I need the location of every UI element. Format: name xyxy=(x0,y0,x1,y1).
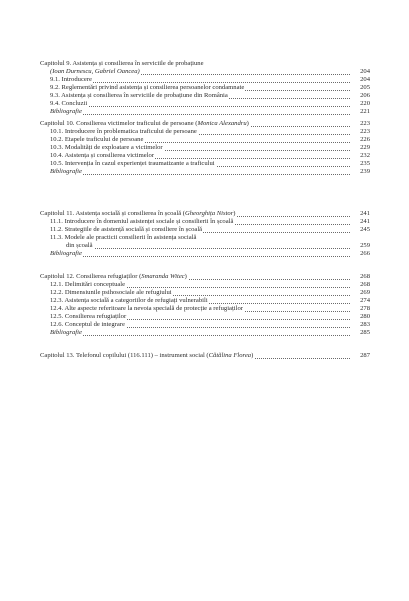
toc-entry xyxy=(0,68,409,76)
toc-entry xyxy=(0,329,409,337)
toc-entry-text: 9.3. Asistența și consilierea în serviciile de probațiune din România xyxy=(50,92,228,99)
author-name: Monica Alexandru xyxy=(197,120,247,127)
toc-chapter-heading xyxy=(0,60,409,68)
toc-entry xyxy=(0,218,409,226)
toc-entry xyxy=(0,160,409,168)
toc-entry-text: 10.1. Introducere în problematica traficului de persoane xyxy=(50,128,197,135)
toc-entry-text: 10.2. Etapele traficului de persoane xyxy=(50,136,144,143)
toc-entry xyxy=(0,76,409,84)
toc-page-number: 268 xyxy=(352,281,370,289)
toc-page-number: 239 xyxy=(352,168,370,176)
author-name: Cătălina Florea xyxy=(208,352,252,359)
toc-page-number: 266 xyxy=(352,250,370,258)
toc-chapter-heading xyxy=(0,352,409,360)
dot-leader xyxy=(50,82,350,83)
toc-entry-text: Capitolul 12. Consilierea refugiaților (Smaranda Witec) xyxy=(40,273,187,280)
toc-entry xyxy=(0,281,409,289)
toc-entry xyxy=(0,152,409,160)
toc-page-number: 205 xyxy=(352,84,370,92)
toc-entry-text: 9.2. Reglementări privind asistența și consilierea persoanelor condamnate xyxy=(50,84,245,91)
toc-entry-text: 11.1. Introducere în domeniul asistenței sociale și consilierii în școală xyxy=(50,218,234,225)
toc-page-number: 287 xyxy=(352,352,370,360)
toc-entry xyxy=(0,321,409,329)
toc-entry xyxy=(0,168,409,176)
toc-entry-text: Bibliografie xyxy=(50,250,82,257)
toc-page-number: 283 xyxy=(352,321,370,329)
toc-entry xyxy=(0,128,409,136)
toc-entry xyxy=(0,144,409,152)
toc-entry-text: 11.3. Modele ale practicii consilierii în asistența socială xyxy=(50,234,197,241)
toc-entry-text: 10.3. Modalități de exploatare a victimelor xyxy=(50,144,163,151)
toc-page-number: 226 xyxy=(352,136,370,144)
toc-entry-text: (Ioan Durnescu, Gabriel Oancea) xyxy=(50,68,140,75)
toc-page-number: 229 xyxy=(352,144,370,152)
toc-entry-text: 12.5. Consilierea refugiaților xyxy=(50,313,127,320)
toc-entry xyxy=(0,136,409,144)
toc-entry-text: 12.4. Alte aspecte referitoare la nevoia specială de protecție a refugiaților xyxy=(50,305,243,312)
toc-page-number: 285 xyxy=(352,329,370,337)
toc-entry xyxy=(0,92,409,100)
toc-entry xyxy=(0,305,409,313)
toc-page-number: 232 xyxy=(352,152,370,160)
toc-page-number: 245 xyxy=(352,226,370,234)
toc-entry-text: 11.2. Strategiile de asistență socială și consiliere în școală xyxy=(50,226,203,233)
toc-page-number: 259 xyxy=(352,242,370,250)
toc-entry xyxy=(0,234,409,242)
toc-entry-text: 10.5. Intervenția în cazul experienței traumatizante a traficului xyxy=(50,160,215,167)
toc-entry-text: Bibliografie xyxy=(50,108,82,115)
toc-page-number: 204 xyxy=(352,68,370,76)
dot-leader xyxy=(50,256,350,257)
toc-entry xyxy=(0,108,409,116)
toc-page-number: 220 xyxy=(352,100,370,108)
dot-leader xyxy=(50,174,350,175)
toc-page-number: 241 xyxy=(352,210,370,218)
toc-page-number: 221 xyxy=(352,108,370,116)
toc-entry-text: din școală xyxy=(66,242,93,249)
dot-leader xyxy=(66,248,350,249)
toc-entry-text: 12.1. Delimitări conceptuale xyxy=(50,281,126,288)
toc-page-number: 241 xyxy=(352,218,370,226)
toc-entry xyxy=(0,289,409,297)
toc-chapter-heading xyxy=(0,120,409,128)
toc-page-number: 268 xyxy=(352,273,370,281)
toc-page-number: 280 xyxy=(352,313,370,321)
toc-entry-text: Capitolul 13. Telefonul copilului (116.111) – instrument social (Cătălina Florea) xyxy=(40,352,254,359)
toc-entry-text: Capitolul 10. Consilierea victimelor traficului de persoane (Monica Alexandru) xyxy=(40,120,249,127)
toc-entry-text: Capitolul 9. Asistența și consilierea în serviciile de probațiune xyxy=(40,60,204,67)
toc-entry-text: Capitolul 11. Asistența socială și consilierea în școală (Gheorghița Nistor) xyxy=(40,210,236,217)
toc-page-number: 274 xyxy=(352,297,370,305)
toc-entry xyxy=(0,226,409,234)
toc-entry-text: 9.4. Concluzii xyxy=(50,100,88,107)
toc-page-number: 204 xyxy=(352,76,370,84)
toc-entry-text: Bibliografie xyxy=(50,168,82,175)
toc-page-number: 269 xyxy=(352,289,370,297)
toc-page-number: 278 xyxy=(352,305,370,313)
toc-entry-text: 9.1. Introducere xyxy=(50,76,92,83)
toc-entry xyxy=(0,242,409,250)
toc-page-number: 223 xyxy=(352,128,370,136)
toc-entry xyxy=(0,84,409,92)
toc-page-number: 206 xyxy=(352,92,370,100)
dot-leader xyxy=(50,335,350,336)
toc-entry-text: 12.2. Dimensiunile psihosociale ale refugiului xyxy=(50,289,172,296)
toc-entry-text: 10.4. Asistența și consilierea victimelor xyxy=(50,152,155,159)
dot-leader xyxy=(50,106,350,107)
toc-page-number: 223 xyxy=(352,120,370,128)
toc-chapter-heading xyxy=(0,210,409,218)
toc-entry xyxy=(0,313,409,321)
toc-entry-text: Bibliografie xyxy=(50,329,82,336)
toc-chapter-heading xyxy=(0,273,409,281)
toc-entry xyxy=(0,100,409,108)
dot-leader xyxy=(50,114,350,115)
toc-entry xyxy=(0,250,409,258)
toc-entry xyxy=(0,297,409,305)
toc-entry-text: 12.6. Conceptul de integrare xyxy=(50,321,125,328)
toc-entry-text: 12.3. Asistența socială a categoriilor de refugiați vulnerabili xyxy=(50,297,208,304)
author-name: Smaranda Witec xyxy=(141,273,185,280)
author-name: Gheorghița Nistor xyxy=(184,210,234,217)
toc-page-number: 235 xyxy=(352,160,370,168)
